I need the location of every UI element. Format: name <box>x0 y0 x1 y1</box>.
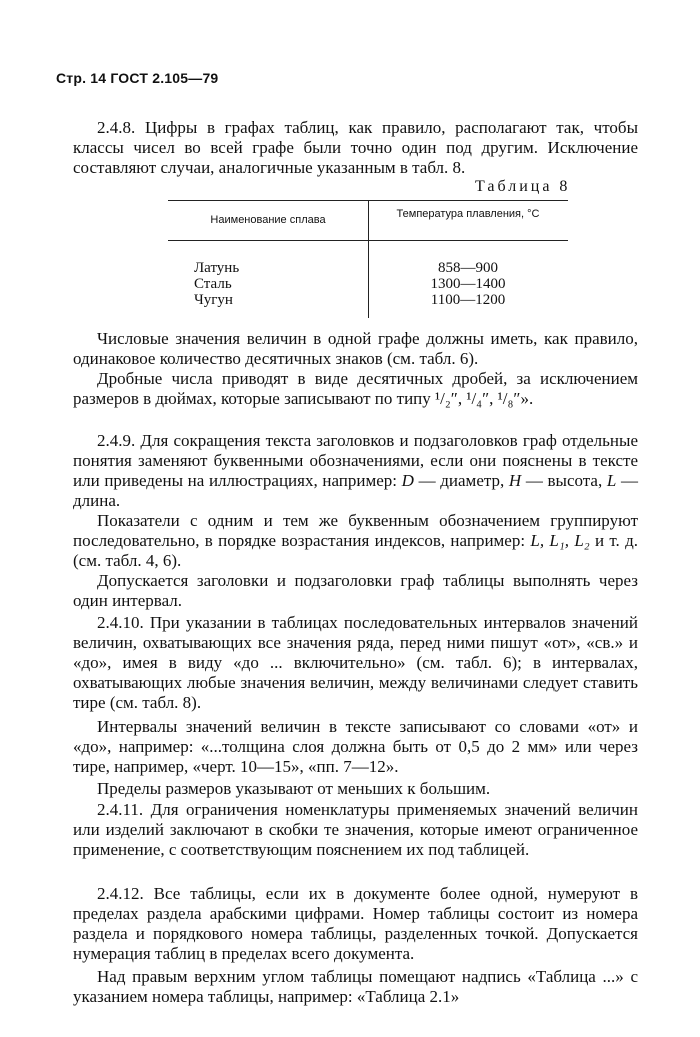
page-header: Стр. 14 ГОСТ 2.105—79 <box>56 70 219 86</box>
paragraph-intervals-in-text: Интервалы значений величин в тексте записывают со словами «от» и «до», например: «...толщина слоя должна быть от 0,5 до 2 мм» или через тире, например, «черт. 10—15», «пп. 7—12». <box>73 717 638 776</box>
table-cell-alloy: Сталь <box>194 276 232 292</box>
text-span: — диаметр, <box>413 471 509 490</box>
text-span: 2.4.9. Для сокращения текста заголовков и подзаголовков граф отдельные понятия заменяют буквенными обозначениями, если они пояснены в тексте или приведены на иллюстрациях, например: <box>73 431 638 490</box>
table-cell-temperature: 1300—1400 <box>430 276 506 292</box>
paragraph-2-4-9 <box>73 431 638 511</box>
symbol-l: L <box>606 471 617 490</box>
paragraph-size-limits: Пределы размеров указывают от меньших к большим. <box>97 779 491 798</box>
paragraph-table-caption-rule: Над правым верхним углом таблицы помещают надпись «Таблица ...» с указанием номера таблицы, например: «Таблица 2.1» <box>73 967 638 1006</box>
table-cell-alloy: Латунь <box>194 260 240 276</box>
table-header-temperature: Температура плавления, °С <box>396 208 540 220</box>
table-column-alloys <box>194 260 239 308</box>
paragraph-2-4-12: 2.4.12. Все таблицы, если их в документе более одной, нумеруют в пределах раздела арабскими цифрами. Номер таблицы состоит из номера раздела и порядкового номера таблицы, разделенных точкой. Допускается нумерация таблиц в пределах всего документа. <box>73 884 638 963</box>
text-span: и т. д. (см. табл. 4, 6). <box>73 531 638 570</box>
paragraph-2-4-10: 2.4.10. При указании в таблицах последовательных интервалов значений величин, охватывающих все значения ряда, перед ними пишут «от», «св.» и «до», имея в виду «до ... включительно» (см. табл. 6); в интервалах, охватывающих любые значения величин, между величинами следует ставить тире (см. табл. 8). <box>73 613 638 712</box>
table-8 <box>168 200 568 318</box>
table-cell-temperature: 858—900 <box>438 260 498 276</box>
paragraph-fractions: Дробные числа приводят в виде десятичных дробей, за исключением размеров в дюймах, которые записывают по типу ¹/₂″, ¹/₄″, ¹/₈″». <box>73 369 638 408</box>
paragraph-single-interval: Допускается заголовки и подзаголовки граф таблицы выполнять через один интервал. <box>73 571 638 610</box>
table-column-temperatures <box>368 260 568 308</box>
table-cell-temperature: 1100—1200 <box>430 292 506 308</box>
table-cell-alloy: Чугун <box>194 292 233 308</box>
paragraph-2-4-8: 2.4.8. Цифры в графах таблиц, как правило, располагают так, чтобы классы чисел во всей графе были точно один под другим. Исключение составляют случаи, аналогичные указанным в табл. 8. <box>73 118 638 177</box>
paragraph-2-4-11: 2.4.11. Для ограничения номенклатуры применяемых значений величин или изделий заключают в скобки те значения, которые имеют ограниченное применение, с соответствующим пояснением их под таблицей. <box>73 800 638 859</box>
text-span: — длина. <box>73 471 639 510</box>
paragraph-numeric-values: Числовые значения величин в одной графе должны иметь, как правило, одинаковое количество десятичных знаков (см. табл. 6). <box>73 329 638 368</box>
table-header-alloy: Наименование сплава <box>210 214 326 226</box>
paragraph-index-grouping <box>73 511 638 571</box>
symbol-l-indices: L, L₁, L₂ <box>530 531 590 550</box>
symbol-d: D <box>401 471 414 490</box>
symbol-h: H <box>508 471 522 490</box>
table-caption: Таблица 8 <box>475 178 571 195</box>
text-span: Показатели с одним и тем же буквенным обозначением группируют последовательно, в порядке возрастания индексов, например: <box>73 511 638 550</box>
text-span: — высота, <box>521 471 607 490</box>
